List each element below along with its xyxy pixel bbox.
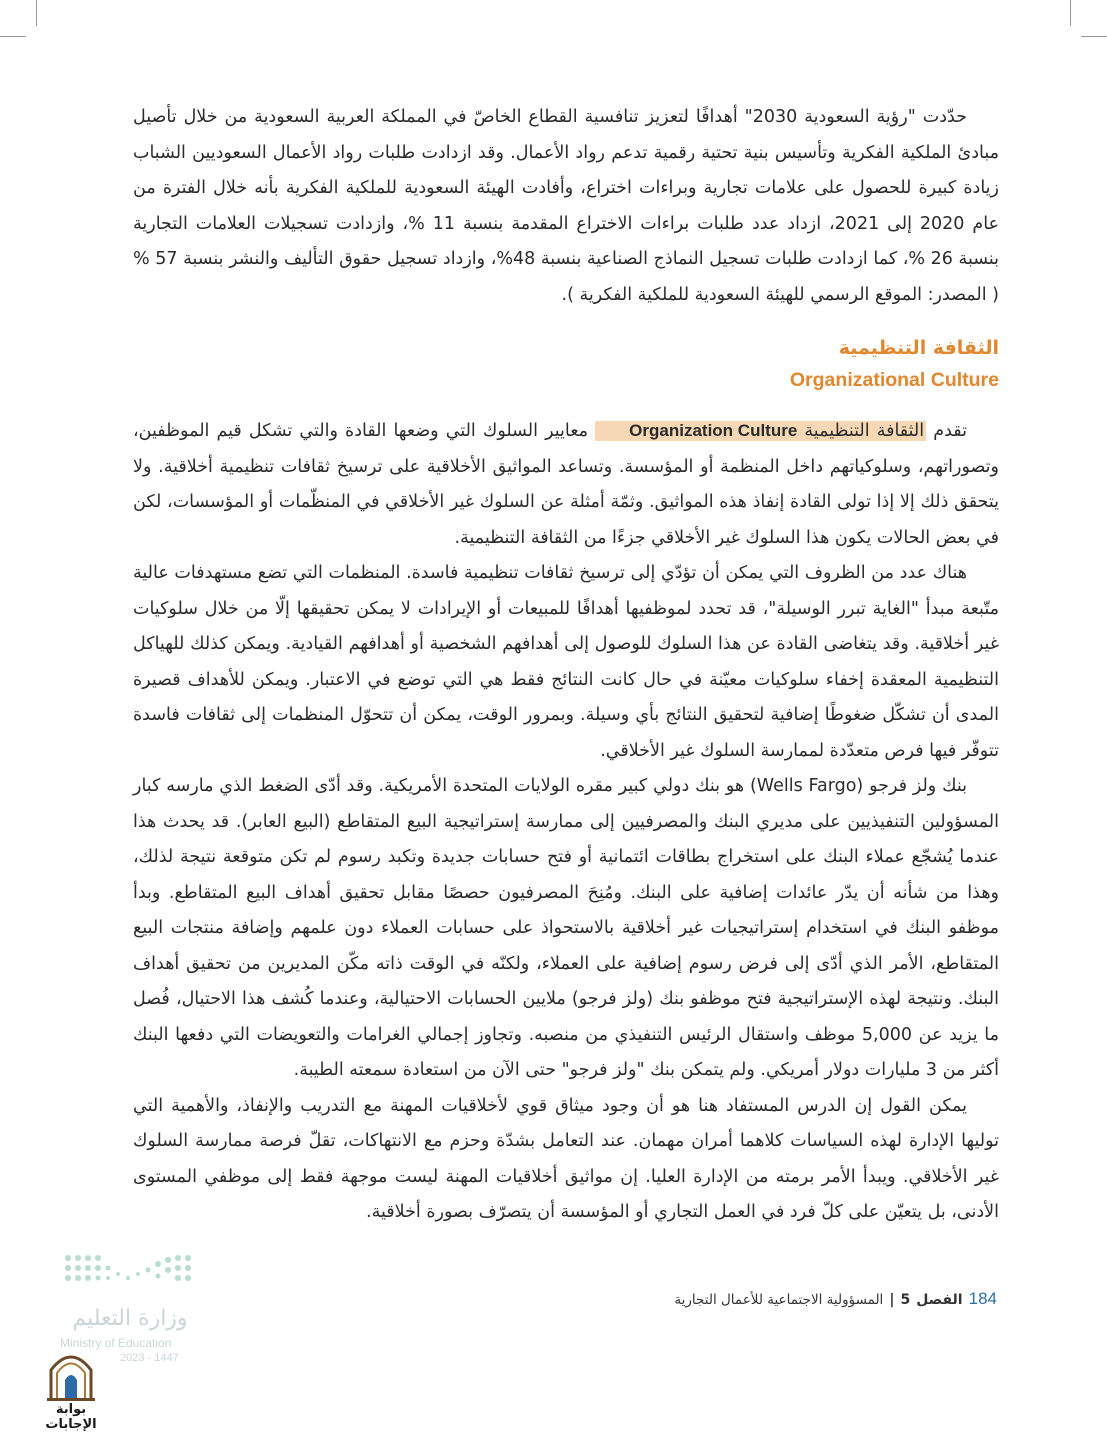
ministry-name-english: Ministry of Education (60, 1336, 172, 1350)
paragraph-vision-2030: حدّدت "رؤية السعودية 2030" أهدافًا لتعزيز تنافسية القطاع الخاصّ في المملكة العربية السعودية من خلال تأصيل مبادئ الملكية الفكرية وتأسيس بنية تحتية رقمية تدعم رواد الأعمال. وقد ازدادت طلبات رواد الأعمال السعوديين الشباب زيادة كبيرة للحصول على علامات تجارية وبراءات اختراع، وأفادت الهيئة السعودية للملكية الفكرية بأنه خلال الفترة من عام 2020 إلى 2021، ازداد عدد طلبات براءات الاختراع المقدمة بنسبة 11 %، وازدادت تسجيلات العلامات التجارية بنسبة 26 %، كما ازدادت طلبات تسجيل النماذج الصناعية بنسبة 48%، وازداد تسجيل حقوق التأليف والنشر بنسبة 57 % ( المصدر: الموقع الرسمي للهيئة السعودية للملكية الفكرية ). (133, 107, 1000, 305)
paragraph-lesson-learned: يمكن القول إن الدرس المستفاد هنا هو أن وجود ميثاق قوي لأخلاقيات المهنة مع التدريب والإنفاذ، والأهمية التي توليها الإدارة لهذه السياسات كلاهما أمران مهمان. عند التعامل بشدّة وحزم مع الانتهاكات، تقلّ فرصة ممارسة السلوك غير الأخلاقي. ويبدأ الأمر برمته من الإدارة العليا. إن مواثيق أخلاقيات المهنة ليست موجهة فقط إلى موظفي المستوى الأدنى، بل يتعيّن على كلّ فرد في العمل التجاري أو المؤسسة أن يتصرّف بصورة أخلاقية. (133, 1095, 999, 1222)
intro-lead: تقدم (933, 421, 967, 441)
chapter-number: 5 (900, 1292, 911, 1308)
highlighted-term-arabic: الثقافة التنظيمية (804, 421, 925, 441)
portal-label: بوابة الإجابات (45, 1402, 97, 1432)
page-number: 184 (968, 1289, 997, 1308)
crop-mark (1070, 0, 1071, 26)
crop-mark (0, 36, 26, 37)
ministry-year: 2023 - 1447 (120, 1352, 179, 1364)
section-heading (133, 333, 999, 397)
crop-mark (36, 0, 37, 26)
section-title-arabic: الثقافة التنظيمية (838, 337, 999, 359)
highlighted-term (595, 421, 926, 441)
ministry-dots-icon (60, 1250, 200, 1300)
footer-separator: | (889, 1292, 895, 1308)
paragraph-wells-fargo: بنك ولز فرجو (Wells Fargo) هو بنك دولي كبير مقره الولايات المتحدة الأمريكية. وقد أدّى الضغط الذي مارسه كبار المسؤولين التنفيذيين على مديري البنك والمصرفيين إلى ممارسة إستراتيجية البيع المتقاطع (البيع العابر). قد يحدث هذا عندما يُشجّع عملاء البنك على استخراج بطاقات ائتمانية أو فتح حسابات جديدة وتكبد رسوم لم تكن متوقعة نتيجة لذلك، وهذا من شأنه أن يدّر عائدات إضافية على البنك. ومُنِحَ المصرفيون حصصًا مقابل تحقيق أهداف البيع المتقاطع. وبدأ موظفو البنك في استخدام إستراتيجيات غير أخلاقية بالاستحواذ على حسابات العملاء دون علمهم وإضافة منتجات البيع المتقاطع، الأمر الذي أدّى إلى فرض رسوم إضافية على العملاء، ولكنّه في الوقت ذاته مكّن المديرين من تحقيق أهداف البنك. ونتيجة لهذه الإستراتيجية فتح موظفو بنك (ولز فرجو) ملايين الحسابات الاحتيالية، وعندما كُشف هذا الاحتيال، فُصل ما يزيد عن 5,000 موظف واستقال الرئيس التنفيذي من منصبه. وتجاوز إجمالي الغرامات والتعويضات التي دفعها البنك أكثر من 3 مليارات دولار أمريكي. ولم يتمكن بنك "ولز فرجو" حتى الآن من استعادة سمعته الطيبة. (133, 776, 1000, 1080)
chapter-label: الفصل (916, 1292, 963, 1308)
paragraph-organizational-culture (133, 413, 999, 556)
paragraph-corrupt-cultures: هناك عدد من الظروف التي يمكن أن تؤدّي إلى ترسيخ ثقافات تنظيمية فاسدة. المنظمات التي تضع مستهدفات عالية متّبعة مبدأ "الغاية تبرر الوسيلة"، قد تحدد لموظفيها أهدافًا للمبيعات أو الإيرادات لا يمكن تحقيقها إلّا من خلال سلوكيات غير أخلاقية. وقد يتغاضى القادة عن هذا السلوك للوصول إلى أهدافهم الشخصية أو أهدافهم القيادية. ويمكن كذلك للهياكل التنظيمية المعقدة إخفاء سلوكيات معيّنة في حال كانت النتائج فقط هي التي توضع في الاعتبار. ويمكن للأهداف قصيرة المدى أن تشكّل ضغوطًا إضافية لتحقيق النتائج بأي وسيلة. وبمرور الوقت، يمكن أن تتحوّل المنظمات إلى ثقافات فاسدة تتوفّر فيها فرص متعدّدة لممارسة السلوك غير الأخلاقي. (133, 563, 999, 761)
page-footer (674, 1289, 997, 1309)
section-title-english: Organizational Culture (789, 369, 999, 391)
ministry-name-arabic: وزارة التعليم (72, 1306, 188, 1331)
portal-arch-icon (30, 1346, 112, 1402)
answers-portal-badge (30, 1346, 112, 1432)
chapter-title: المسؤولية الاجتماعية للأعمال التجارية (674, 1292, 884, 1308)
crop-mark (1081, 36, 1107, 37)
highlighted-term-english: Organization Culture (629, 421, 798, 440)
intro-body: معايير السلوك التي وضعها القادة والتي تشكل قيم الموظفين، وتصوراتهم، وسلوكياتهم داخل المنظمة أو المؤسسة. وتساعد المواثيق الأخلاقية على ترسيخ ثقافات تنظيمية أخلاقية. ولا يتحقق ذلك إلا إذا تولى القادة إنفاذ هذه المواثيق. وثمّة أمثلة عن السلوك غير الأخلاقي في المنظّمات أو المؤسسات، لكن في بعض الحالات يكون هذا السلوك غير الأخلاقي جزءًا من الثقافة التنظيمية. (133, 421, 999, 548)
page-body (133, 100, 999, 1231)
